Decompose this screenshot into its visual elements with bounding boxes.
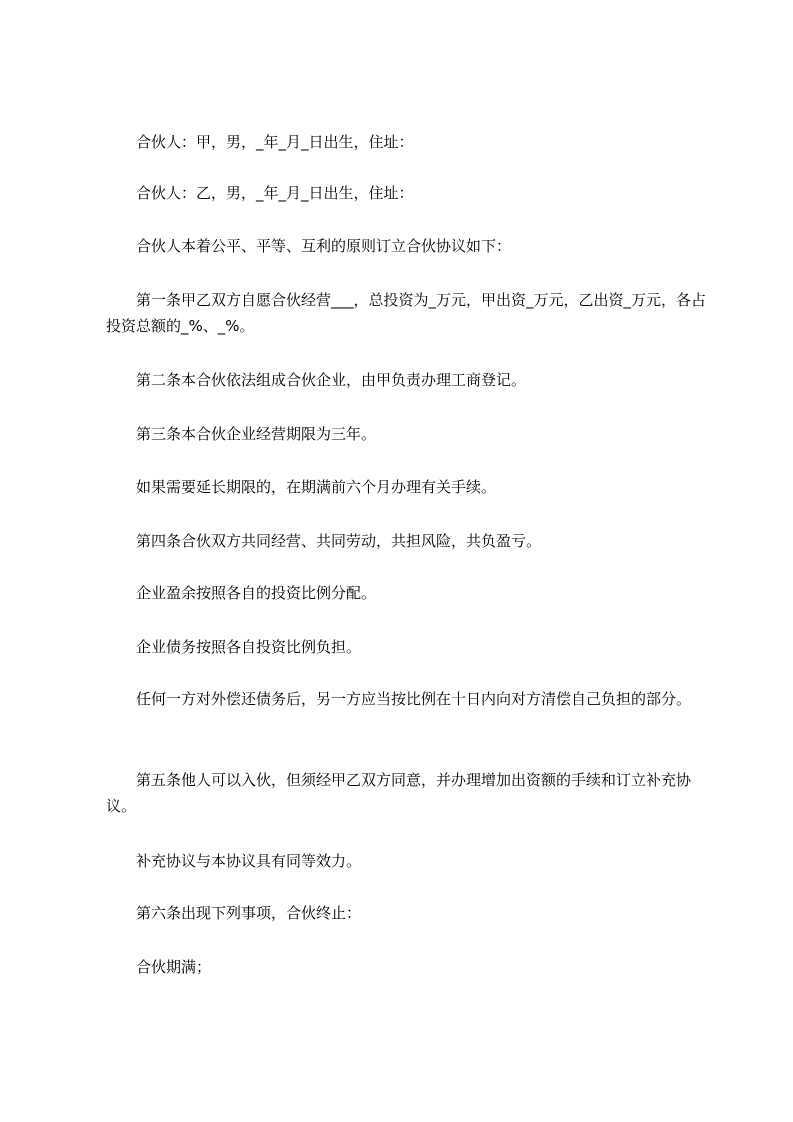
- paragraph-debts: 企业债务按照各自投资比例负担。: [136, 638, 362, 656]
- paragraph-article-3: 第三条本合伙企业经营期限为三年。: [136, 425, 377, 443]
- paragraph-preamble: 合伙人本着公平、平等、互利的原则订立合伙协议如下：: [136, 237, 512, 255]
- paragraph-article-1: 第一条甲乙双方自愿合伙经营___，总投资为_万元，甲出资_万元，乙出资_万元，各占投资总额的_%、_%。: [106, 291, 707, 335]
- paragraph-extension: 如果需要延长期限的，在期满前六个月办理有关手续。: [136, 478, 497, 496]
- paragraph-partner-a: 合伙人：甲，男，_年_月_日出生，住址：: [136, 133, 414, 151]
- paragraph-partner-b: 合伙人：乙，男，_年_月_日出生，住址：: [136, 184, 414, 202]
- paragraph-article-4: 第四条合伙双方共同经营、共同劳动，共担风险，共负盈亏。: [136, 532, 542, 550]
- paragraph-article-6: 第六条出现下列事项，合伙终止：: [136, 904, 362, 922]
- paragraph-article-5: 第五条他人可以入伙，但须经甲乙双方同意，并办理增加出资额的手续和订立补充协议。: [106, 771, 692, 815]
- paragraph-term-expiry: 合伙期满；: [136, 958, 212, 976]
- paragraph-repayment: 任何一方对外偿还债务后，另一方应当按比例在十日内向对方清偿自己负担的部分。: [136, 690, 692, 708]
- paragraph-surplus: 企业盈余按照各自的投资比例分配。: [136, 584, 377, 602]
- paragraph-article-2: 第二条本合伙依法组成合伙企业，由甲负责办理工商登记。: [136, 371, 527, 389]
- paragraph-supplement: 补充协议与本协议具有同等效力。: [136, 852, 362, 870]
